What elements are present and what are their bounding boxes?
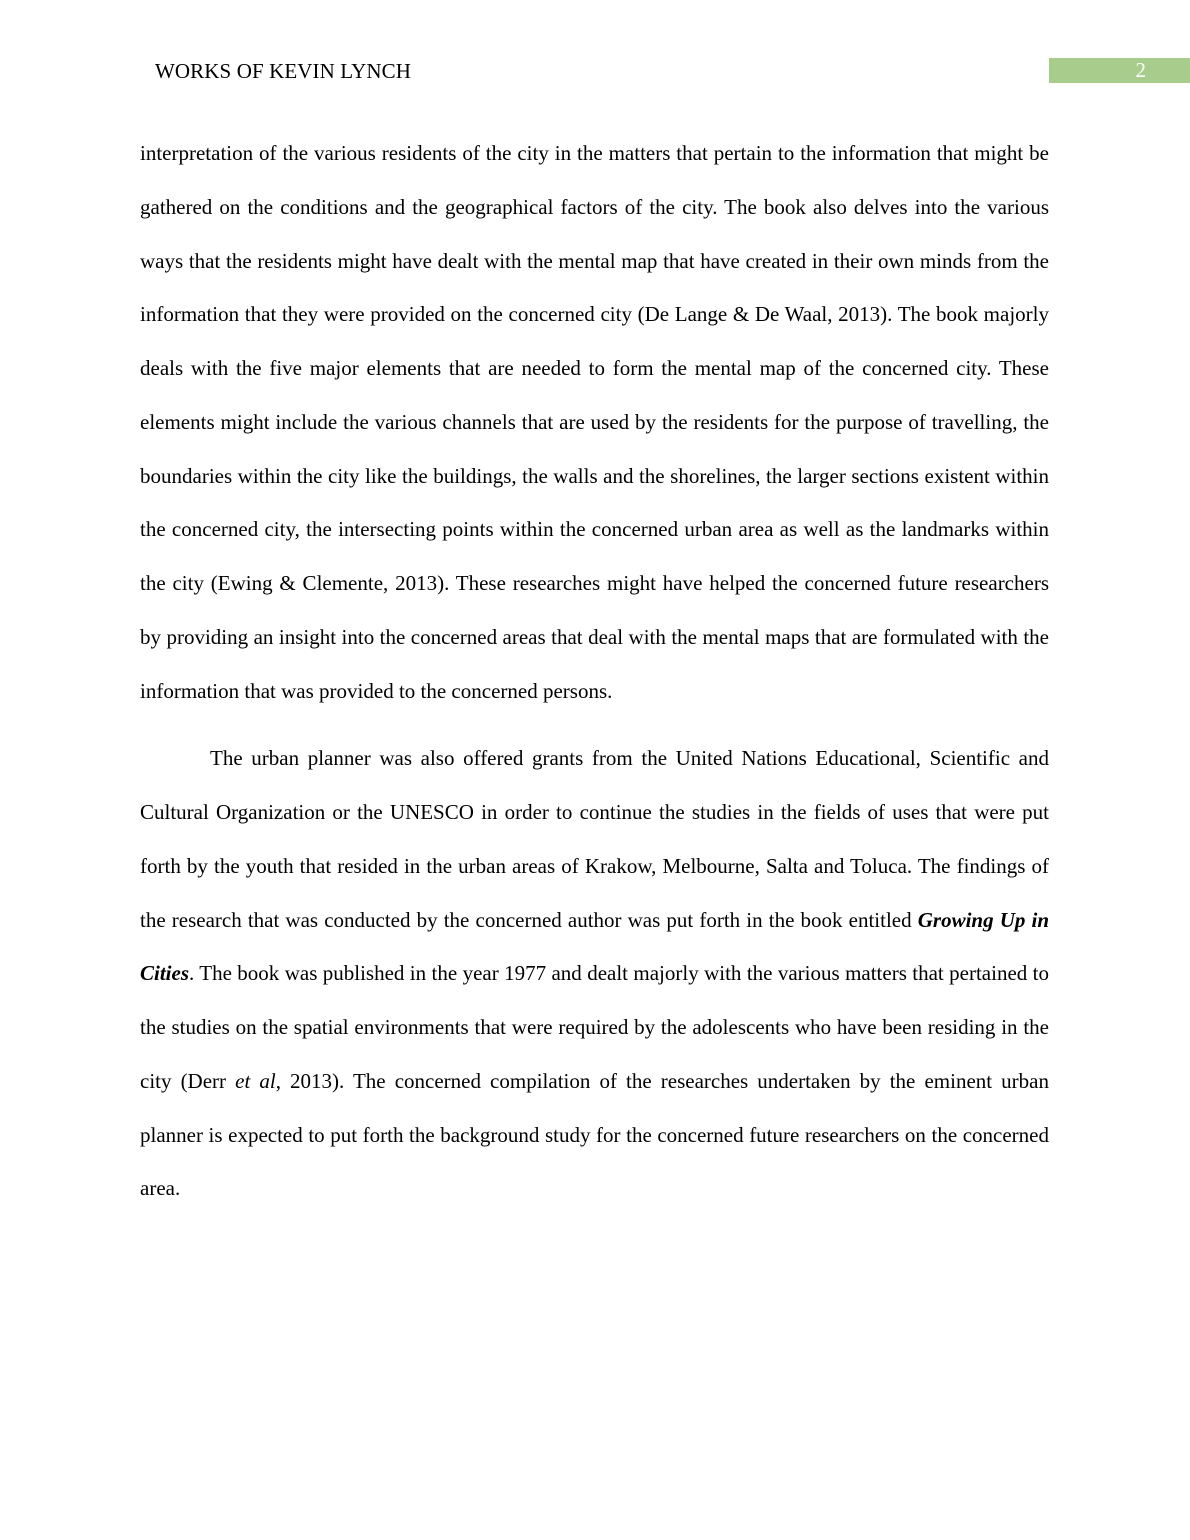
paragraph-2-text-c: , 2013). The concerned compilation of the researches undertaken by the eminent urban planner is expected to put forth the background study for the concerned future researchers on the concerned area. — [140, 1068, 1049, 1201]
document-body — [140, 127, 1049, 1216]
running-head: WORKS OF KEVIN LYNCH — [155, 59, 411, 83]
book-title: Growing Up in Cities — [140, 907, 1049, 986]
et-al-citation: et al — [235, 1068, 276, 1093]
paragraph-2-text-b: . The book was published in the year 1977 and dealt majorly with the various matters that pertained to the studies on the spatial environments that were required by the adolescents who have been residing in the city (Derr — [140, 961, 1049, 1093]
paragraph-2 — [140, 732, 1049, 1216]
paragraph-2-text-a: The urban planner was also offered grants from the United Nations Educational, Scientific and Cultural Organization or the UNESCO in order to continue the studies in the fields of uses that were put forth by the youth that resided in the urban areas of Krakow, Melbourne, Salta and Toluca. The findings of the research that was conducted by the concerned author was put forth in the book entitled — [140, 746, 1049, 932]
paragraph-1: interpretation of the various residents of the city in the matters that pertain to the information that might be gathered on the conditions and the geographical factors of the city. The book also delves into the various ways that the residents might have dealt with the mental map that have created in their own minds from the information that they were provided on the concerned city (De Lange & De Waal, 2013). The book majorly deals with the five major elements that are needed to form the mental map of the concerned city. These elements might include the various channels that are used by the residents for the purpose of travelling, the boundaries within the city like the buildings, the walls and the shorelines, the larger sections existent within the concerned city, the intersecting points within the concerned urban area as well as the landmarks within the city (Ewing & Clemente, 2013). These researches might have helped the concerned future researchers by providing an insight into the concerned areas that deal with the mental maps that are formulated with the information that was provided to the concerned persons. — [140, 141, 1049, 703]
page-number: 2 — [1049, 58, 1190, 83]
